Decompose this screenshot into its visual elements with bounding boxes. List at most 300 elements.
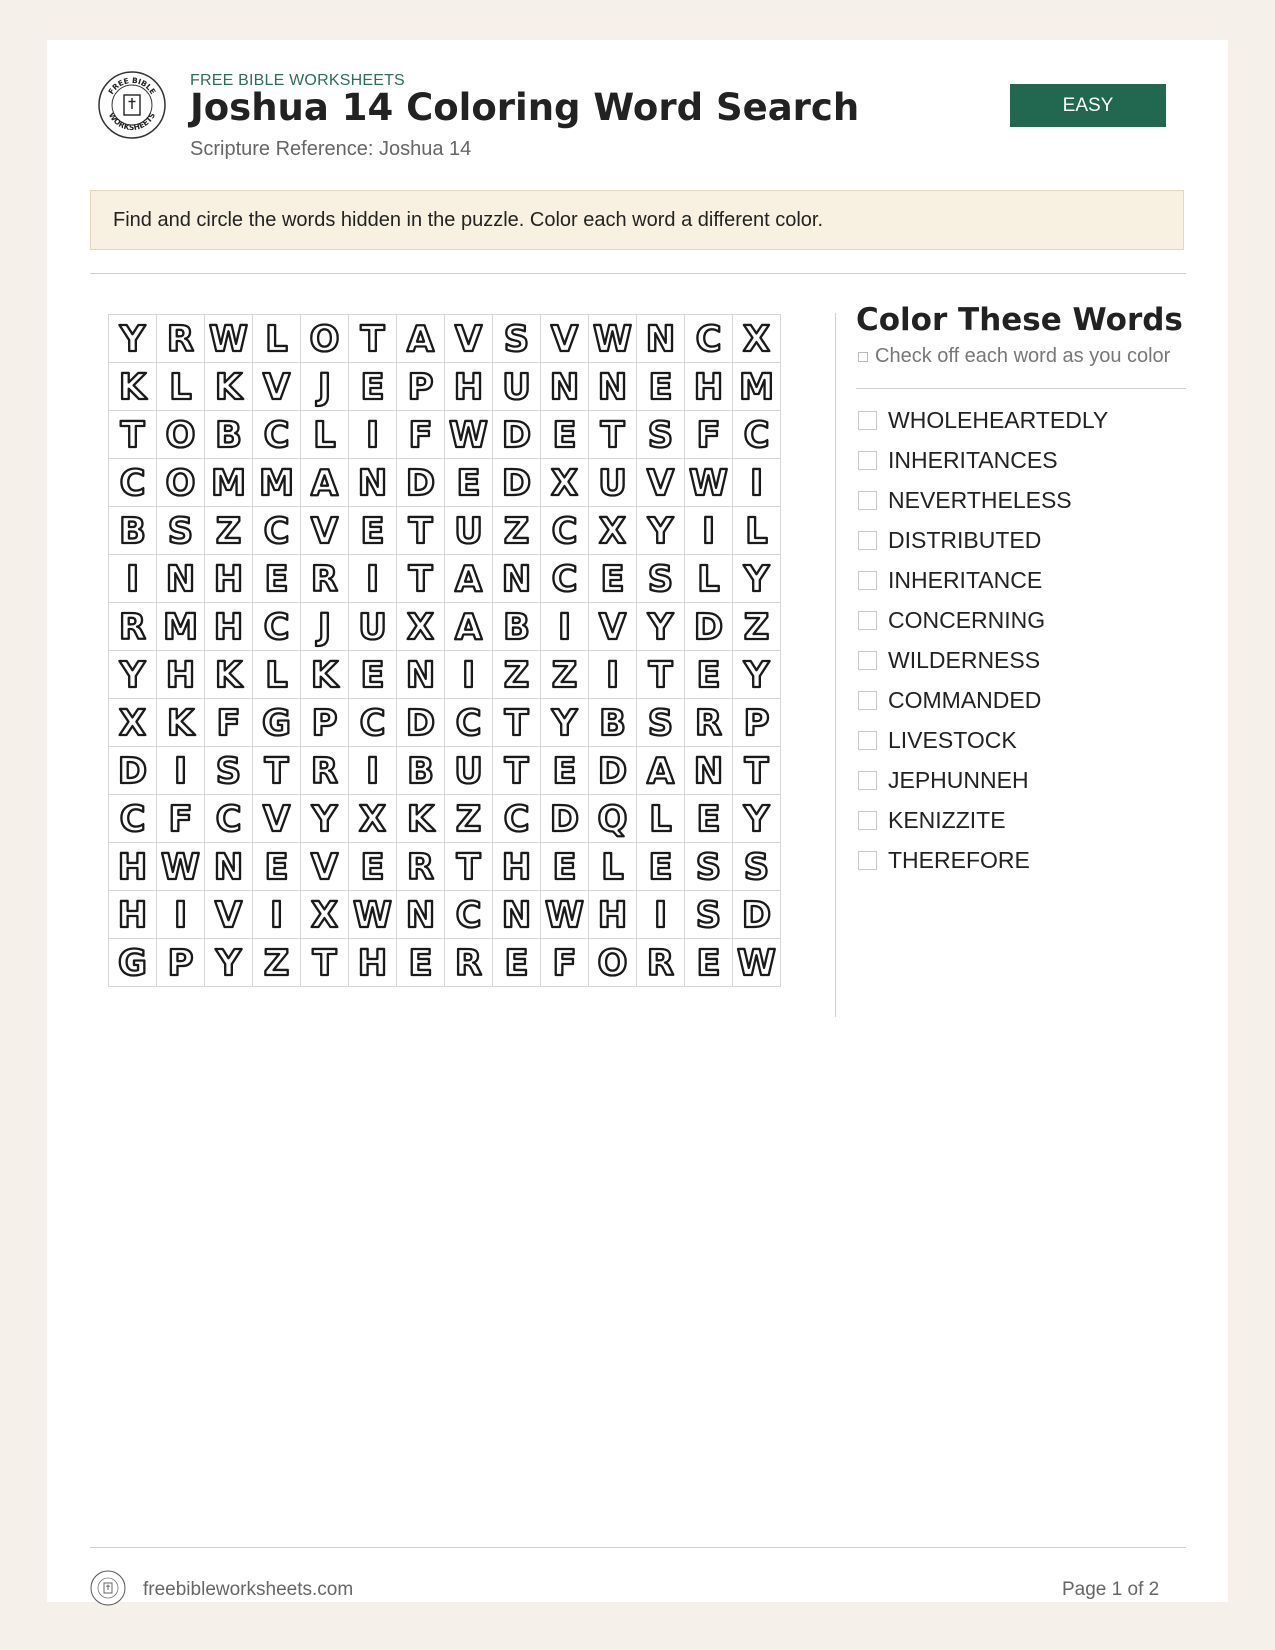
grid-cell (445, 411, 493, 459)
grid-cell (685, 363, 733, 411)
grid-cell (397, 507, 445, 555)
grid-cell (253, 555, 301, 603)
grid-letter: C (455, 703, 482, 745)
grid-cell (541, 363, 589, 411)
grid-cell (733, 747, 781, 795)
grid-letter: D (549, 799, 580, 841)
grid-cell (109, 747, 157, 795)
grid-cell (637, 315, 685, 363)
grid-letter: X (550, 463, 579, 505)
grid-letter: T (600, 415, 625, 457)
grid-cell (349, 363, 397, 411)
grid-letter: H (597, 895, 628, 937)
grid-letter: U (358, 607, 387, 649)
grid-letter: I (365, 559, 380, 601)
grid-cell (205, 315, 253, 363)
grid-letter: D (501, 463, 532, 505)
grid-cell (685, 843, 733, 891)
grid-cell (349, 459, 397, 507)
grid-cell (637, 939, 685, 987)
grid-letter: H (117, 847, 148, 889)
grid-letter: E (648, 367, 673, 409)
word-label: JEPHUNNEH (888, 766, 1029, 793)
grid-letter: C (455, 895, 482, 937)
grid-letter: I (701, 511, 716, 553)
word-checkbox[interactable] (858, 411, 877, 430)
grid-letter: Q (597, 799, 628, 841)
grid-cell (685, 603, 733, 651)
grid-cell (205, 699, 253, 747)
word-checkbox[interactable] (858, 691, 877, 710)
grid-letter: L (697, 559, 720, 601)
footer-divider (90, 1547, 1186, 1548)
grid-cell (445, 459, 493, 507)
grid-cell (733, 651, 781, 699)
grid-cell (157, 795, 205, 843)
grid-cell (349, 411, 397, 459)
word-checkbox[interactable] (858, 851, 877, 870)
grid-letter: E (504, 943, 529, 985)
grid-letter: V (262, 367, 291, 409)
grid-cell (109, 843, 157, 891)
grid-letter: H (693, 367, 724, 409)
grid-letter: C (119, 799, 146, 841)
footer-site: freebibleworksheets.com (143, 1579, 354, 1600)
grid-letter: N (405, 655, 436, 697)
grid-cell (493, 603, 541, 651)
grid-cell (493, 459, 541, 507)
word-checkbox[interactable] (858, 451, 877, 470)
grid-cell (397, 843, 445, 891)
grid-cell (685, 939, 733, 987)
brand-label: FREE BIBLE WORKSHEETS (190, 72, 405, 89)
grid-letter: Y (119, 655, 146, 697)
word-list-item (856, 520, 1108, 560)
grid-letter: O (165, 463, 196, 505)
grid-cell (589, 459, 637, 507)
grid-letter: X (406, 607, 435, 649)
grid-cell (253, 603, 301, 651)
grid-row (109, 699, 781, 747)
grid-letter: Y (743, 559, 770, 601)
grid-cell (637, 555, 685, 603)
grid-cell (397, 747, 445, 795)
grid-cell (109, 603, 157, 651)
word-list-hint (858, 345, 1170, 368)
grid-letter: O (309, 319, 340, 361)
grid-letter: Z (551, 655, 578, 697)
grid-letter: S (647, 703, 674, 745)
grid-letter: Y (743, 655, 770, 697)
scripture-reference: Scripture Reference: Joshua 14 (190, 138, 472, 160)
grid-letter: H (357, 943, 388, 985)
grid-cell (733, 603, 781, 651)
grid-cell (397, 459, 445, 507)
grid-cell (205, 363, 253, 411)
grid-cell (253, 507, 301, 555)
grid-cell (445, 651, 493, 699)
grid-cell (253, 891, 301, 939)
grid-letter: L (649, 799, 672, 841)
grid-cell (157, 315, 205, 363)
grid-cell (205, 747, 253, 795)
grid-cell (541, 699, 589, 747)
word-label: COMMANDED (888, 686, 1042, 713)
grid-cell (445, 843, 493, 891)
grid-cell (301, 603, 349, 651)
grid-letter: C (263, 607, 290, 649)
grid-letter: M (210, 463, 247, 505)
grid-cell (205, 891, 253, 939)
logo (97, 70, 167, 140)
grid-letter: E (264, 559, 289, 601)
grid-cell (157, 459, 205, 507)
grid-letter: I (365, 751, 380, 793)
grid-letter: A (646, 751, 675, 793)
grid-cell (637, 699, 685, 747)
grid-letter: E (456, 463, 481, 505)
difficulty-badge: EASY (1010, 84, 1166, 127)
grid-letter: V (310, 511, 339, 553)
grid-letter: L (169, 367, 192, 409)
grid-cell (733, 699, 781, 747)
grid-letter: D (501, 415, 532, 457)
word-checkbox[interactable] (858, 651, 877, 670)
grid-letter: A (406, 319, 435, 361)
grid-cell (301, 555, 349, 603)
grid-cell (397, 891, 445, 939)
grid-letter: R (310, 559, 339, 601)
grid-cell (733, 795, 781, 843)
grid-cell (493, 363, 541, 411)
grid-cell (733, 411, 781, 459)
grid-cell (589, 843, 637, 891)
grid-letter: I (269, 895, 284, 937)
grid-cell (541, 747, 589, 795)
grid-cell (493, 795, 541, 843)
grid-cell (589, 795, 637, 843)
letter-grid-table (108, 314, 781, 987)
word-label: NEVERTHELESS (888, 486, 1072, 513)
grid-cell (157, 651, 205, 699)
grid-letter: N (357, 463, 388, 505)
grid-letter: O (165, 415, 196, 457)
grid-letter: E (600, 559, 625, 601)
grid-cell (445, 939, 493, 987)
word-label: WHOLEHEARTEDLY (888, 406, 1109, 433)
grid-cell (685, 747, 733, 795)
grid-letter: D (405, 463, 436, 505)
grid-cell (493, 507, 541, 555)
grid-letter: Z (263, 943, 290, 985)
grid-cell (349, 699, 397, 747)
grid-cell (541, 315, 589, 363)
grid-cell (253, 699, 301, 747)
instructions-box (90, 190, 1184, 250)
grid-letter: Y (119, 319, 146, 361)
grid-cell (493, 315, 541, 363)
grid-row (109, 603, 781, 651)
grid-cell (301, 939, 349, 987)
grid-letter: E (648, 847, 673, 889)
word-list-item (856, 480, 1108, 520)
grid-letter: A (454, 607, 483, 649)
grid-letter: X (310, 895, 339, 937)
word-list-item (856, 800, 1108, 840)
grid-letter: S (695, 895, 722, 937)
grid-letter: P (311, 703, 338, 745)
grid-letter: I (557, 607, 572, 649)
grid-cell (397, 699, 445, 747)
grid-letter: F (552, 943, 577, 985)
grid-letter: G (262, 703, 291, 745)
grid-cell (445, 363, 493, 411)
grid-cell (637, 747, 685, 795)
grid-cell (109, 315, 157, 363)
grid-cell (205, 411, 253, 459)
grid-cell (445, 555, 493, 603)
grid-cell (205, 651, 253, 699)
grid-cell (493, 411, 541, 459)
grid-cell (733, 315, 781, 363)
grid-letter: T (648, 655, 673, 697)
grid-letter: V (262, 799, 291, 841)
grid-cell (397, 555, 445, 603)
grid-letter: E (264, 847, 289, 889)
word-label: KENIZZITE (888, 806, 1006, 833)
grid-cell (109, 555, 157, 603)
grid-cell (157, 699, 205, 747)
grid-cell (349, 747, 397, 795)
grid-letter: N (693, 751, 724, 793)
grid-letter: X (358, 799, 387, 841)
divider (856, 388, 1186, 389)
grid-letter: L (265, 655, 288, 697)
word-checkbox[interactable] (858, 571, 877, 590)
grid-cell (541, 891, 589, 939)
grid-letter: E (408, 943, 433, 985)
grid-letter: R (406, 847, 435, 889)
grid-letter: M (258, 463, 295, 505)
grid-letter: H (117, 895, 148, 937)
grid-letter: N (405, 895, 436, 937)
grid-letter: E (360, 655, 385, 697)
word-checkbox[interactable] (858, 811, 877, 830)
grid-cell (349, 795, 397, 843)
grid-letter: E (696, 799, 721, 841)
grid-letter: I (605, 655, 620, 697)
grid-cell (205, 459, 253, 507)
grid-cell (733, 843, 781, 891)
grid-cell (349, 315, 397, 363)
grid-cell (157, 411, 205, 459)
grid-letter: F (168, 799, 193, 841)
grid-cell (685, 795, 733, 843)
word-list-item (856, 440, 1108, 480)
grid-cell (493, 555, 541, 603)
grid-letter: K (310, 655, 339, 697)
grid-letter: C (263, 415, 290, 457)
grid-cell (253, 843, 301, 891)
grid-letter: D (741, 895, 772, 937)
grid-letter: S (695, 847, 722, 889)
grid-letter: B (503, 607, 530, 649)
grid-letter: Y (647, 511, 674, 553)
word-label: INHERITANCE (888, 566, 1043, 593)
grid-cell (205, 795, 253, 843)
grid-letter: D (597, 751, 628, 793)
page-title: Joshua 14 Coloring Word Search (190, 86, 860, 129)
grid-cell (589, 603, 637, 651)
grid-cell (301, 459, 349, 507)
grid-letter: H (453, 367, 484, 409)
grid-letter: P (167, 943, 194, 985)
grid-letter: L (601, 847, 624, 889)
grid-letter: O (597, 943, 628, 985)
grid-letter: F (216, 703, 241, 745)
grid-cell (589, 747, 637, 795)
grid-cell (637, 507, 685, 555)
grid-cell (589, 507, 637, 555)
grid-letter: X (742, 319, 771, 361)
grid-row (109, 555, 781, 603)
grid-letter: M (162, 607, 199, 649)
word-label: WILDERNESS (888, 646, 1041, 673)
grid-cell (589, 315, 637, 363)
grid-cell (205, 843, 253, 891)
grid-letter: N (165, 559, 196, 601)
word-label: INHERITANCES (888, 446, 1058, 473)
grid-row (109, 747, 781, 795)
word-list-item (856, 640, 1108, 680)
grid-row (109, 795, 781, 843)
grid-cell (157, 747, 205, 795)
grid-cell (685, 891, 733, 939)
grid-letter: E (552, 751, 577, 793)
grid-row (109, 411, 781, 459)
grid-letter: I (173, 751, 188, 793)
word-list-item (856, 560, 1108, 600)
grid-letter: Y (311, 799, 338, 841)
grid-cell (445, 891, 493, 939)
grid-cell (157, 603, 205, 651)
grid-cell (301, 411, 349, 459)
grid-row (109, 507, 781, 555)
footer-logo (90, 1570, 126, 1606)
grid-letter: K (214, 367, 243, 409)
grid-cell (733, 507, 781, 555)
grid-cell (397, 363, 445, 411)
word-checkbox[interactable] (858, 611, 877, 630)
word-list (856, 400, 1108, 880)
grid-letter: Z (215, 511, 242, 553)
grid-letter: I (461, 655, 476, 697)
grid-letter: M (738, 367, 775, 409)
grid-letter: E (696, 943, 721, 985)
grid-letter: T (120, 415, 145, 457)
grid-letter: W (353, 895, 392, 937)
grid-cell (541, 939, 589, 987)
grid-cell (349, 651, 397, 699)
grid-letter: L (265, 319, 288, 361)
grid-cell (493, 651, 541, 699)
grid-letter: C (119, 463, 146, 505)
word-checkbox[interactable] (858, 491, 877, 510)
grid-letter: T (744, 751, 769, 793)
grid-cell (301, 747, 349, 795)
grid-row (109, 459, 781, 507)
grid-letter: U (598, 463, 627, 505)
column-divider (835, 313, 836, 1017)
grid-cell (589, 363, 637, 411)
grid-cell (493, 747, 541, 795)
grid-cell (493, 699, 541, 747)
grid-cell (637, 459, 685, 507)
grid-cell (733, 363, 781, 411)
grid-letter: W (545, 895, 584, 937)
word-checkbox[interactable] (858, 731, 877, 750)
grid-letter: U (454, 511, 483, 553)
grid-cell (685, 651, 733, 699)
grid-letter: Y (647, 607, 674, 649)
grid-cell (349, 891, 397, 939)
grid-letter: B (407, 751, 434, 793)
grid-letter: C (263, 511, 290, 553)
grid-letter: G (118, 943, 147, 985)
grid-letter: I (173, 895, 188, 937)
grid-letter: R (646, 943, 675, 985)
grid-cell (301, 651, 349, 699)
grid-cell (685, 699, 733, 747)
word-checkbox[interactable] (858, 771, 877, 790)
grid-cell (685, 315, 733, 363)
grid-letter: H (213, 559, 244, 601)
grid-cell (685, 459, 733, 507)
grid-cell (685, 507, 733, 555)
grid-letter: R (166, 319, 195, 361)
grid-letter: E (360, 847, 385, 889)
grid-cell (253, 459, 301, 507)
grid-cell (589, 891, 637, 939)
grid-letter: P (407, 367, 434, 409)
grid-letter: T (312, 943, 337, 985)
grid-cell (397, 411, 445, 459)
word-label: THEREFORE (888, 846, 1030, 873)
grid-letter: N (501, 895, 532, 937)
grid-cell (109, 891, 157, 939)
grid-cell (157, 843, 205, 891)
grid-letter: V (214, 895, 243, 937)
grid-cell (301, 891, 349, 939)
word-list-item (856, 840, 1108, 880)
grid-cell (205, 555, 253, 603)
grid-letter: W (737, 943, 776, 985)
word-checkbox[interactable] (858, 531, 877, 550)
grid-cell (349, 555, 397, 603)
word-list-item (856, 760, 1108, 800)
word-list-item (856, 600, 1108, 640)
grid-letter: A (310, 463, 339, 505)
grid-letter: I (749, 463, 764, 505)
grid-letter: Y (743, 799, 770, 841)
grid-letter: V (598, 607, 627, 649)
grid-cell (397, 603, 445, 651)
grid-letter: R (454, 943, 483, 985)
grid-cell (253, 747, 301, 795)
grid-cell (397, 315, 445, 363)
grid-letter: R (310, 751, 339, 793)
grid-letter: B (215, 415, 242, 457)
